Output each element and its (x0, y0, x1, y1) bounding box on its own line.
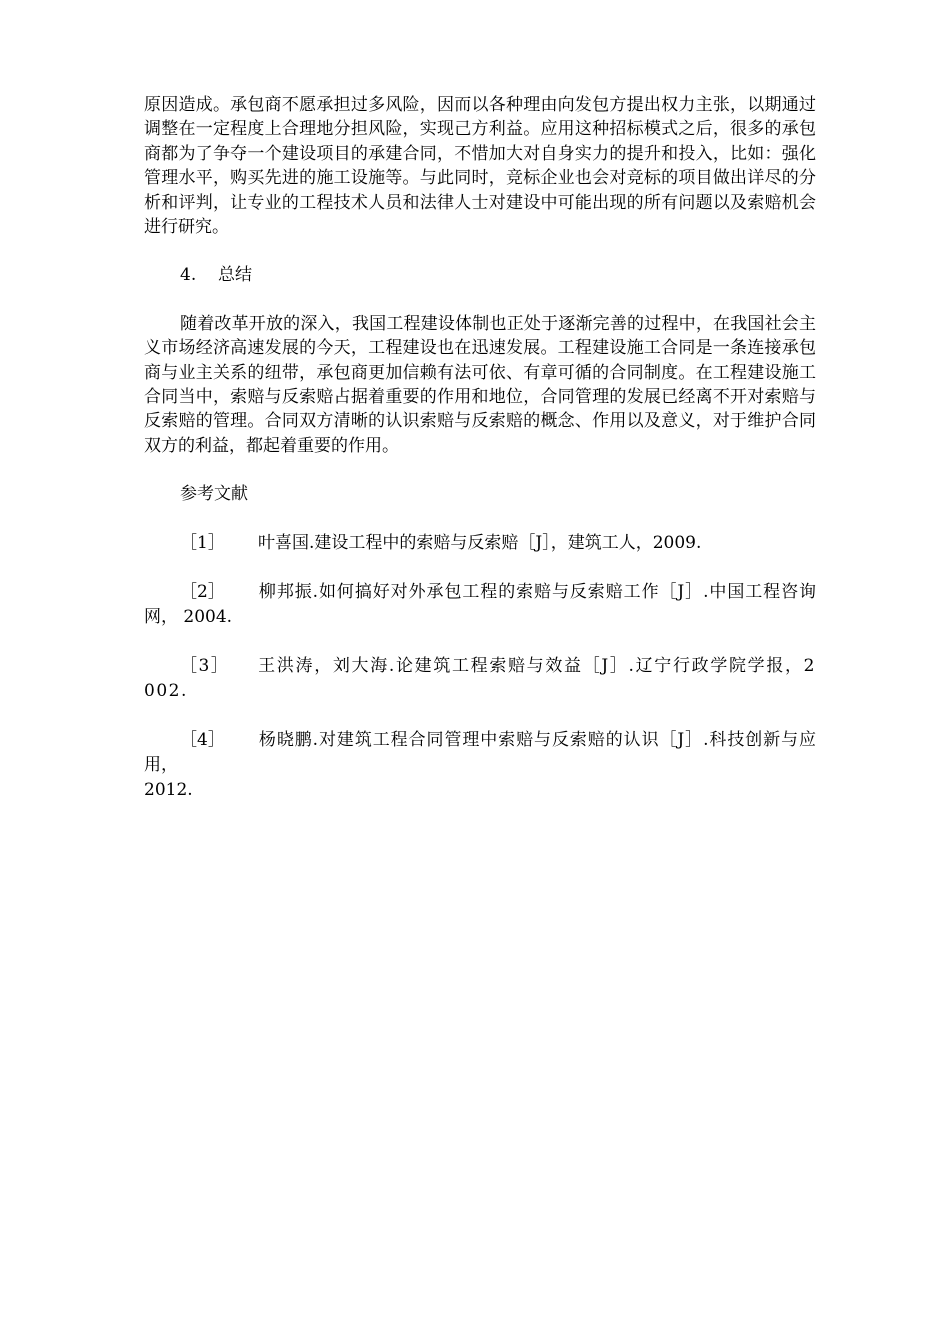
reference-item-4 (144, 728, 816, 803)
reference-item-1 (144, 531, 816, 556)
section-number: 4. (180, 265, 197, 286)
reference-text: 王洪涛，刘大海.论建筑工程索赔与效益［J］.辽宁行政学院学报，2002. (144, 655, 816, 701)
section-heading (144, 263, 816, 287)
reference-index: ［4］ (180, 729, 225, 750)
intro-paragraph: 原因造成。承包商不愿承担过多风险，因而以各种理由向发包方提出权力主张，以期通过调整在一定程度上合理地分担风险，实现己方利益。应用这种招标模式之后，很多的承包商都为了争夺一个建设项目的承建合同，不惜加大对自身实力的提升和投入，比如：强化管理水平，购买先进的施工设施等。与此同时，竞标企业也会对竞标的项目做出详尽的分析和评判，让专业的工程技术人员和法律人士对建设中可能出现的所有问题以及索赔机会进行研究。 (144, 95, 816, 238)
reference-index: ［1］ (180, 532, 225, 553)
reference-item-3 (144, 654, 816, 704)
reference-item-2 (144, 580, 816, 630)
section-title: 总结 (218, 265, 252, 286)
reference-text: 杨晓鹏.对建筑工程合同管理中索赔与反索赔的认识［J］.科技创新与应用， (144, 729, 816, 775)
reference-index: ［2］ (180, 581, 225, 602)
reference-index: ［3］ (180, 655, 230, 676)
reference-text: 柳邦振.如何搞好对外承包工程的索赔与反索赔工作［J］.中国工程咨询网， 2004. (144, 581, 816, 627)
references-heading: 参考文献 (180, 484, 248, 505)
reference-text: 叶喜国.建设工程中的索赔与反索赔［J］，建筑工人，2009. (258, 532, 702, 553)
summary-paragraph: 随着改革开放的深入，我国工程建设体制也正处于逐渐完善的过程中，在我国社会主义市场经济高速发展的今天，工程建设也在迅速发展。工程建设施工合同是一条连接承包商与业主关系的纽带，承包商更加信赖有法可依、有章可循的合同制度。在工程建设施工合同当中，索赔与反索赔占据着重要的作用和地位，合同管理的发展已经离不开对索赔与反索赔的管理。合同双方清晰的认识索赔与反索赔的概念、作用以及意义，对于维护合同双方的利益，都起着重要的作用。 (144, 313, 816, 456)
document-page (144, 93, 816, 803)
reference-year: 2012. (144, 779, 193, 800)
